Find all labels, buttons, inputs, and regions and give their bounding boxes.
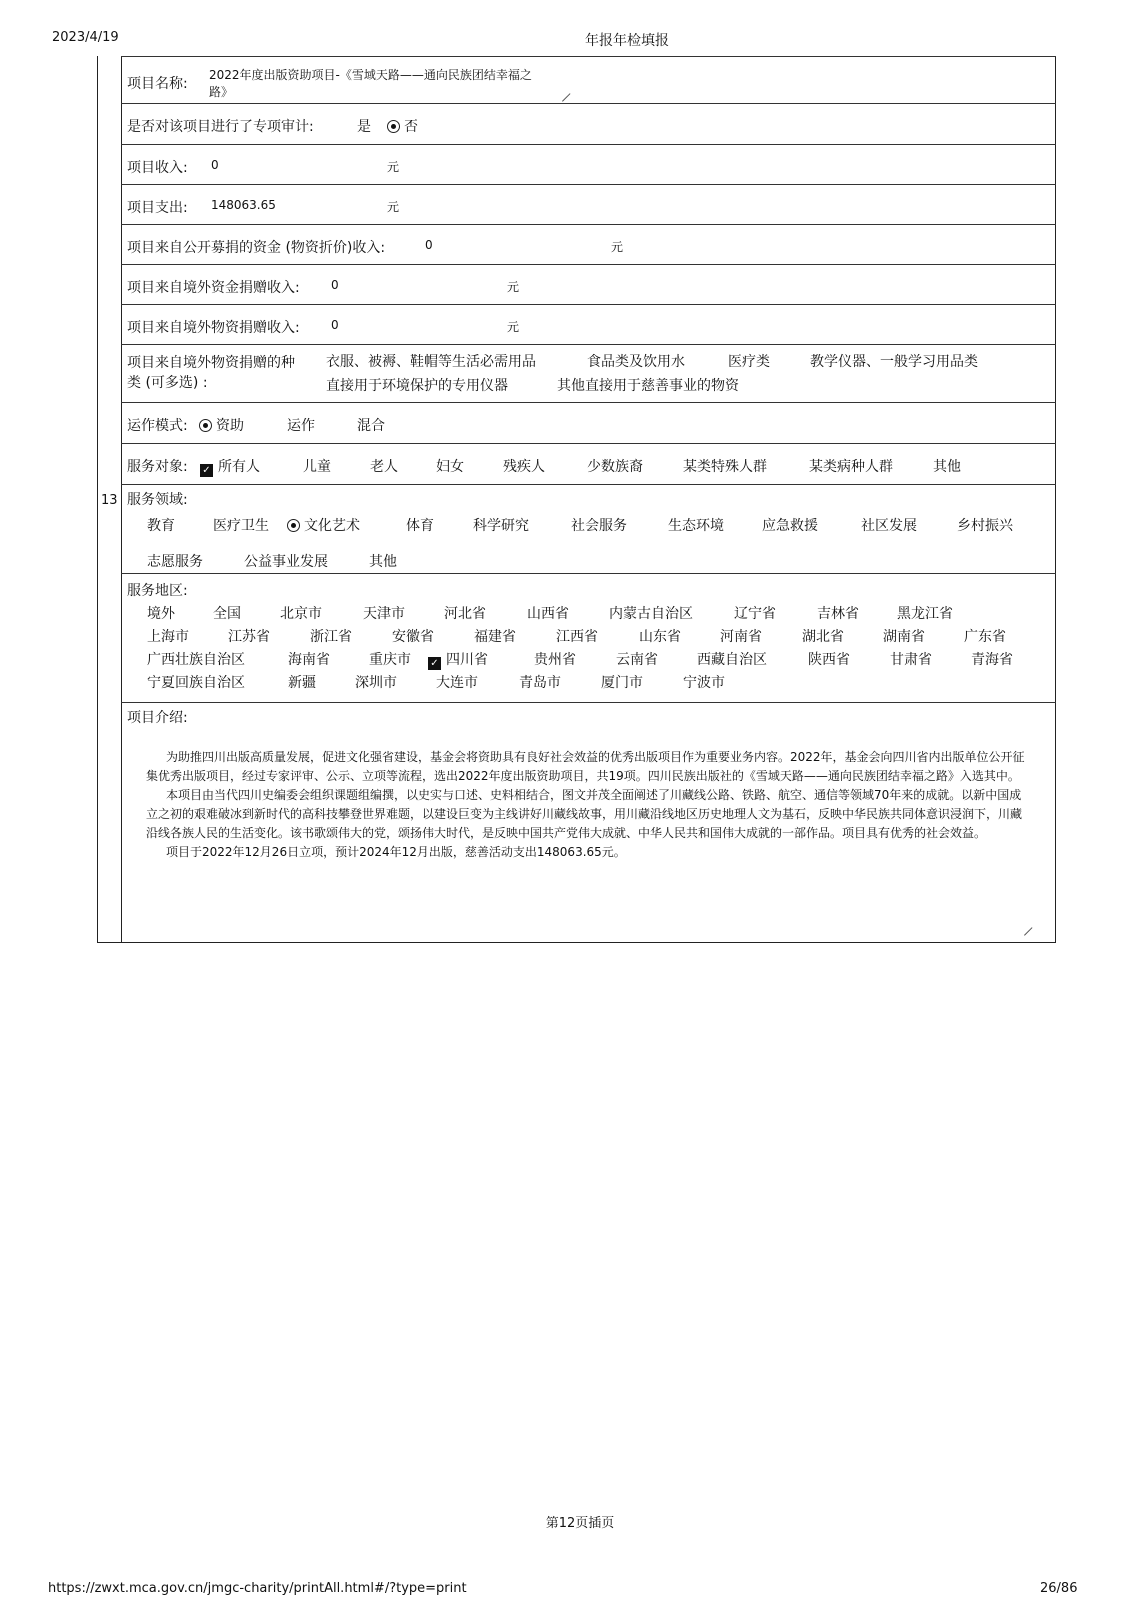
- expense-value[interactable]: 148063.65: [211, 198, 276, 212]
- resize-handle-icon[interactable]: [561, 93, 571, 103]
- region-option[interactable]: 青岛市: [519, 675, 561, 691]
- region-option[interactable]: 海南省: [288, 652, 330, 668]
- target-option[interactable]: 妇女: [436, 459, 464, 475]
- region-option[interactable]: 陕西省: [808, 652, 850, 668]
- regions-label: 服务地区:: [127, 583, 188, 599]
- income-unit: 元: [387, 160, 400, 174]
- field-option[interactable]: 体育: [406, 518, 434, 534]
- audit-no-option[interactable]: [387, 116, 418, 136]
- radio-selected-icon: [199, 419, 212, 432]
- radio-selected-icon: [287, 519, 300, 532]
- region-option[interactable]: 福建省: [474, 629, 516, 645]
- region-option[interactable]: 河北省: [444, 606, 486, 622]
- goods-type-label-line1: 项目来自境外物资捐赠的种: [127, 355, 295, 371]
- region-option[interactable]: 西藏自治区: [697, 652, 767, 668]
- region-option[interactable]: 贵州省: [534, 652, 576, 668]
- page-note: 第12页插页: [545, 1516, 615, 1531]
- region-option-sichuan[interactable]: [428, 649, 488, 670]
- region-option[interactable]: 北京市: [280, 606, 322, 622]
- row-number: 13: [101, 493, 118, 508]
- region-option[interactable]: 深圳市: [355, 675, 397, 691]
- foreign-fund-unit: 元: [507, 280, 520, 294]
- field-option[interactable]: 应急救援: [762, 518, 818, 534]
- region-option[interactable]: 重庆市: [369, 652, 411, 668]
- goods-type-label: [127, 353, 295, 393]
- audit-no-label: 否: [404, 119, 418, 135]
- region-option[interactable]: 江西省: [556, 629, 598, 645]
- region-option[interactable]: 山东省: [639, 629, 681, 645]
- region-option[interactable]: 大连市: [436, 675, 478, 691]
- target-option[interactable]: 其他: [933, 459, 961, 475]
- page-title: 年报年检填报: [585, 33, 669, 49]
- region-option[interactable]: 安徽省: [392, 629, 434, 645]
- field-option[interactable]: 生态环境: [668, 518, 724, 534]
- region-option[interactable]: 河南省: [720, 629, 762, 645]
- intro-paragraph: 本项目由当代四川史编委会组织课题组编撰，以史实与口述、史料相结合，图文并茂全面阐述了川藏线公路、铁路、航空、通信等领域70年来的成就。以新中国成立之初的艰难破冰到新时代的高科技攀登世界难题，以建设巨变为主线讲好川藏线故事，用川藏沿线地区历史地理人文为基石，反映中华民族共同体意识浸润下，川藏沿线各族人民的生活变化。该书歌颂伟大的党，颂扬伟大时代，是反映中国共产党伟大成就、中华人民共和国伟大成就的一部作品。项目具有优秀的社会效益。: [146, 788, 1023, 840]
- intro-paragraph: 为助推四川出版高质量发展，促进文化强省建设，基金会将资助具有良好社会效益的优秀出版项目作为重要业务内容。2022年，基金会向四川省内出版单位公开征集优秀出版项目，经过专家评审、公示、立项等流程，选出2022年度出版资助项目，共19项。四川民族出版社的《雪域天路——通向民族团结幸福之路》入选其中。: [146, 750, 1025, 783]
- region-option[interactable]: 内蒙古自治区: [609, 606, 693, 622]
- region-option[interactable]: 辽宁省: [734, 606, 776, 622]
- region-option[interactable]: 浙江省: [310, 629, 352, 645]
- field-option[interactable]: 社区发展: [861, 518, 917, 534]
- foreign-goods-row: [121, 305, 1056, 345]
- field-option[interactable]: 公益事业发展: [244, 554, 328, 570]
- audit-row: [121, 104, 1056, 145]
- checkbox-checked-icon: ✓: [428, 657, 441, 670]
- audit-label: 是否对该项目进行了专项审计:: [127, 119, 314, 135]
- targets-row: [121, 444, 1056, 485]
- income-row: [121, 145, 1056, 185]
- region-option[interactable]: 江苏省: [228, 629, 270, 645]
- target-option-all[interactable]: [200, 456, 260, 477]
- region-option[interactable]: 甘肃省: [890, 652, 932, 668]
- mode-funding-label: 资助: [216, 418, 244, 434]
- region-option[interactable]: 山西省: [527, 606, 569, 622]
- region-option[interactable]: 上海市: [147, 629, 189, 645]
- foreign-fund-row: [121, 265, 1056, 305]
- region-option[interactable]: 青海省: [971, 652, 1013, 668]
- region-option[interactable]: 新疆: [288, 675, 316, 691]
- target-all-label: 所有人: [218, 459, 260, 475]
- region-option[interactable]: 湖南省: [883, 629, 925, 645]
- target-option[interactable]: 儿童: [303, 459, 331, 475]
- goods-type-option[interactable]: 其他直接用于慈善事业的物资: [557, 378, 739, 394]
- project-name-label: 项目名称:: [127, 76, 188, 92]
- region-option[interactable]: 广西壮族自治区: [147, 652, 245, 668]
- region-option[interactable]: 宁夏回族自治区: [147, 675, 245, 691]
- public-fund-value[interactable]: 0: [425, 238, 433, 252]
- audit-yes-option[interactable]: 是: [357, 119, 371, 135]
- expense-label: 项目支出:: [127, 200, 188, 216]
- income-value[interactable]: 0: [211, 158, 219, 172]
- foreign-goods-unit: 元: [507, 320, 520, 334]
- region-option[interactable]: 云南省: [616, 652, 658, 668]
- region-sichuan-label: 四川省: [446, 652, 488, 668]
- fields-label: 服务领域:: [127, 492, 188, 508]
- foreign-fund-label: 项目来自境外资金捐赠收入:: [127, 280, 300, 296]
- field-option-culture[interactable]: [287, 515, 360, 535]
- fields-row: [121, 485, 1056, 574]
- regions-row: [121, 574, 1056, 703]
- radio-selected-icon: [387, 120, 400, 133]
- region-option[interactable]: 广东省: [964, 629, 1006, 645]
- field-option[interactable]: 科学研究: [473, 518, 529, 534]
- field-option[interactable]: 志愿服务: [147, 554, 203, 570]
- expense-row: [121, 185, 1056, 225]
- checkbox-checked-icon: ✓: [200, 464, 213, 477]
- region-option[interactable]: 黑龙江省: [897, 606, 953, 622]
- target-option[interactable]: 老人: [370, 459, 398, 475]
- goods-type-label-line2: 类 (可多选) :: [127, 375, 208, 391]
- public-fund-row: [121, 225, 1056, 265]
- project-name-line2: 路》: [209, 85, 234, 99]
- field-option[interactable]: 乡村振兴: [957, 518, 1013, 534]
- goods-type-option[interactable]: 医疗类: [728, 354, 770, 370]
- project-name-line1: 2022年度出版资助项目-《雪域天路——通向民族团结幸福之: [209, 68, 532, 82]
- region-option[interactable]: 吉林省: [817, 606, 859, 622]
- goods-type-option[interactable]: 衣服、被褥、鞋帽等生活必需用品: [326, 354, 536, 370]
- region-option[interactable]: 宁波市: [683, 675, 725, 691]
- goods-type-option[interactable]: 教学仪器、一般学习用品类: [810, 354, 978, 370]
- field-option[interactable]: 医疗卫生: [213, 518, 269, 534]
- page-count: 26/86: [1040, 1581, 1078, 1596]
- mode-option-operate[interactable]: 运作: [287, 418, 315, 434]
- field-culture-label: 文化艺术: [304, 518, 360, 534]
- region-option[interactable]: 厦门市: [601, 675, 643, 691]
- foreign-goods-value[interactable]: 0: [331, 318, 339, 332]
- page-url: https://zwxt.mca.gov.cn/jmgc-charity/printAll.html#/?type=print: [48, 1581, 467, 1596]
- targets-label: 服务对象:: [127, 459, 188, 475]
- project-name-field[interactable]: [209, 67, 532, 101]
- region-option[interactable]: 天津市: [363, 606, 405, 622]
- expense-unit: 元: [387, 200, 400, 214]
- field-option[interactable]: 其他: [369, 554, 397, 570]
- project-name-row: [121, 56, 1056, 104]
- region-option[interactable]: 全国: [213, 606, 241, 622]
- mode-option-funding[interactable]: [199, 415, 244, 435]
- resize-handle-icon[interactable]: [1023, 927, 1033, 937]
- print-date: 2023/4/19: [52, 30, 119, 45]
- foreign-fund-value[interactable]: 0: [331, 278, 339, 292]
- income-label: 项目收入:: [127, 160, 188, 176]
- field-option[interactable]: 教育: [147, 518, 175, 534]
- intro-textarea[interactable]: [146, 748, 1026, 862]
- mode-label: 运作模式:: [127, 418, 188, 434]
- field-option[interactable]: 社会服务: [571, 518, 627, 534]
- goods-type-row: [121, 345, 1056, 403]
- target-option[interactable]: 少数族裔: [587, 459, 643, 475]
- intro-label: 项目介绍:: [127, 710, 188, 726]
- goods-type-option[interactable]: 食品类及饮用水: [587, 354, 685, 370]
- target-option[interactable]: 残疾人: [503, 459, 545, 475]
- public-fund-label: 项目来自公开募捐的资金 (物资折价)收入:: [127, 240, 386, 256]
- public-fund-unit: 元: [611, 240, 624, 254]
- mode-row: [121, 403, 1056, 444]
- mode-option-mixed[interactable]: 混合: [357, 418, 385, 434]
- goods-type-option[interactable]: 直接用于环境保护的专用仪器: [326, 378, 508, 394]
- region-option[interactable]: 湖北省: [802, 629, 844, 645]
- foreign-goods-label: 项目来自境外物资捐赠收入:: [127, 320, 300, 336]
- target-option[interactable]: 某类病种人群: [809, 459, 893, 475]
- intro-paragraph: 项目于2022年12月26日立项，预计2024年12月出版，慈善活动支出148063.65元。: [166, 845, 626, 859]
- target-option[interactable]: 某类特殊人群: [683, 459, 767, 475]
- region-option[interactable]: 境外: [147, 606, 175, 622]
